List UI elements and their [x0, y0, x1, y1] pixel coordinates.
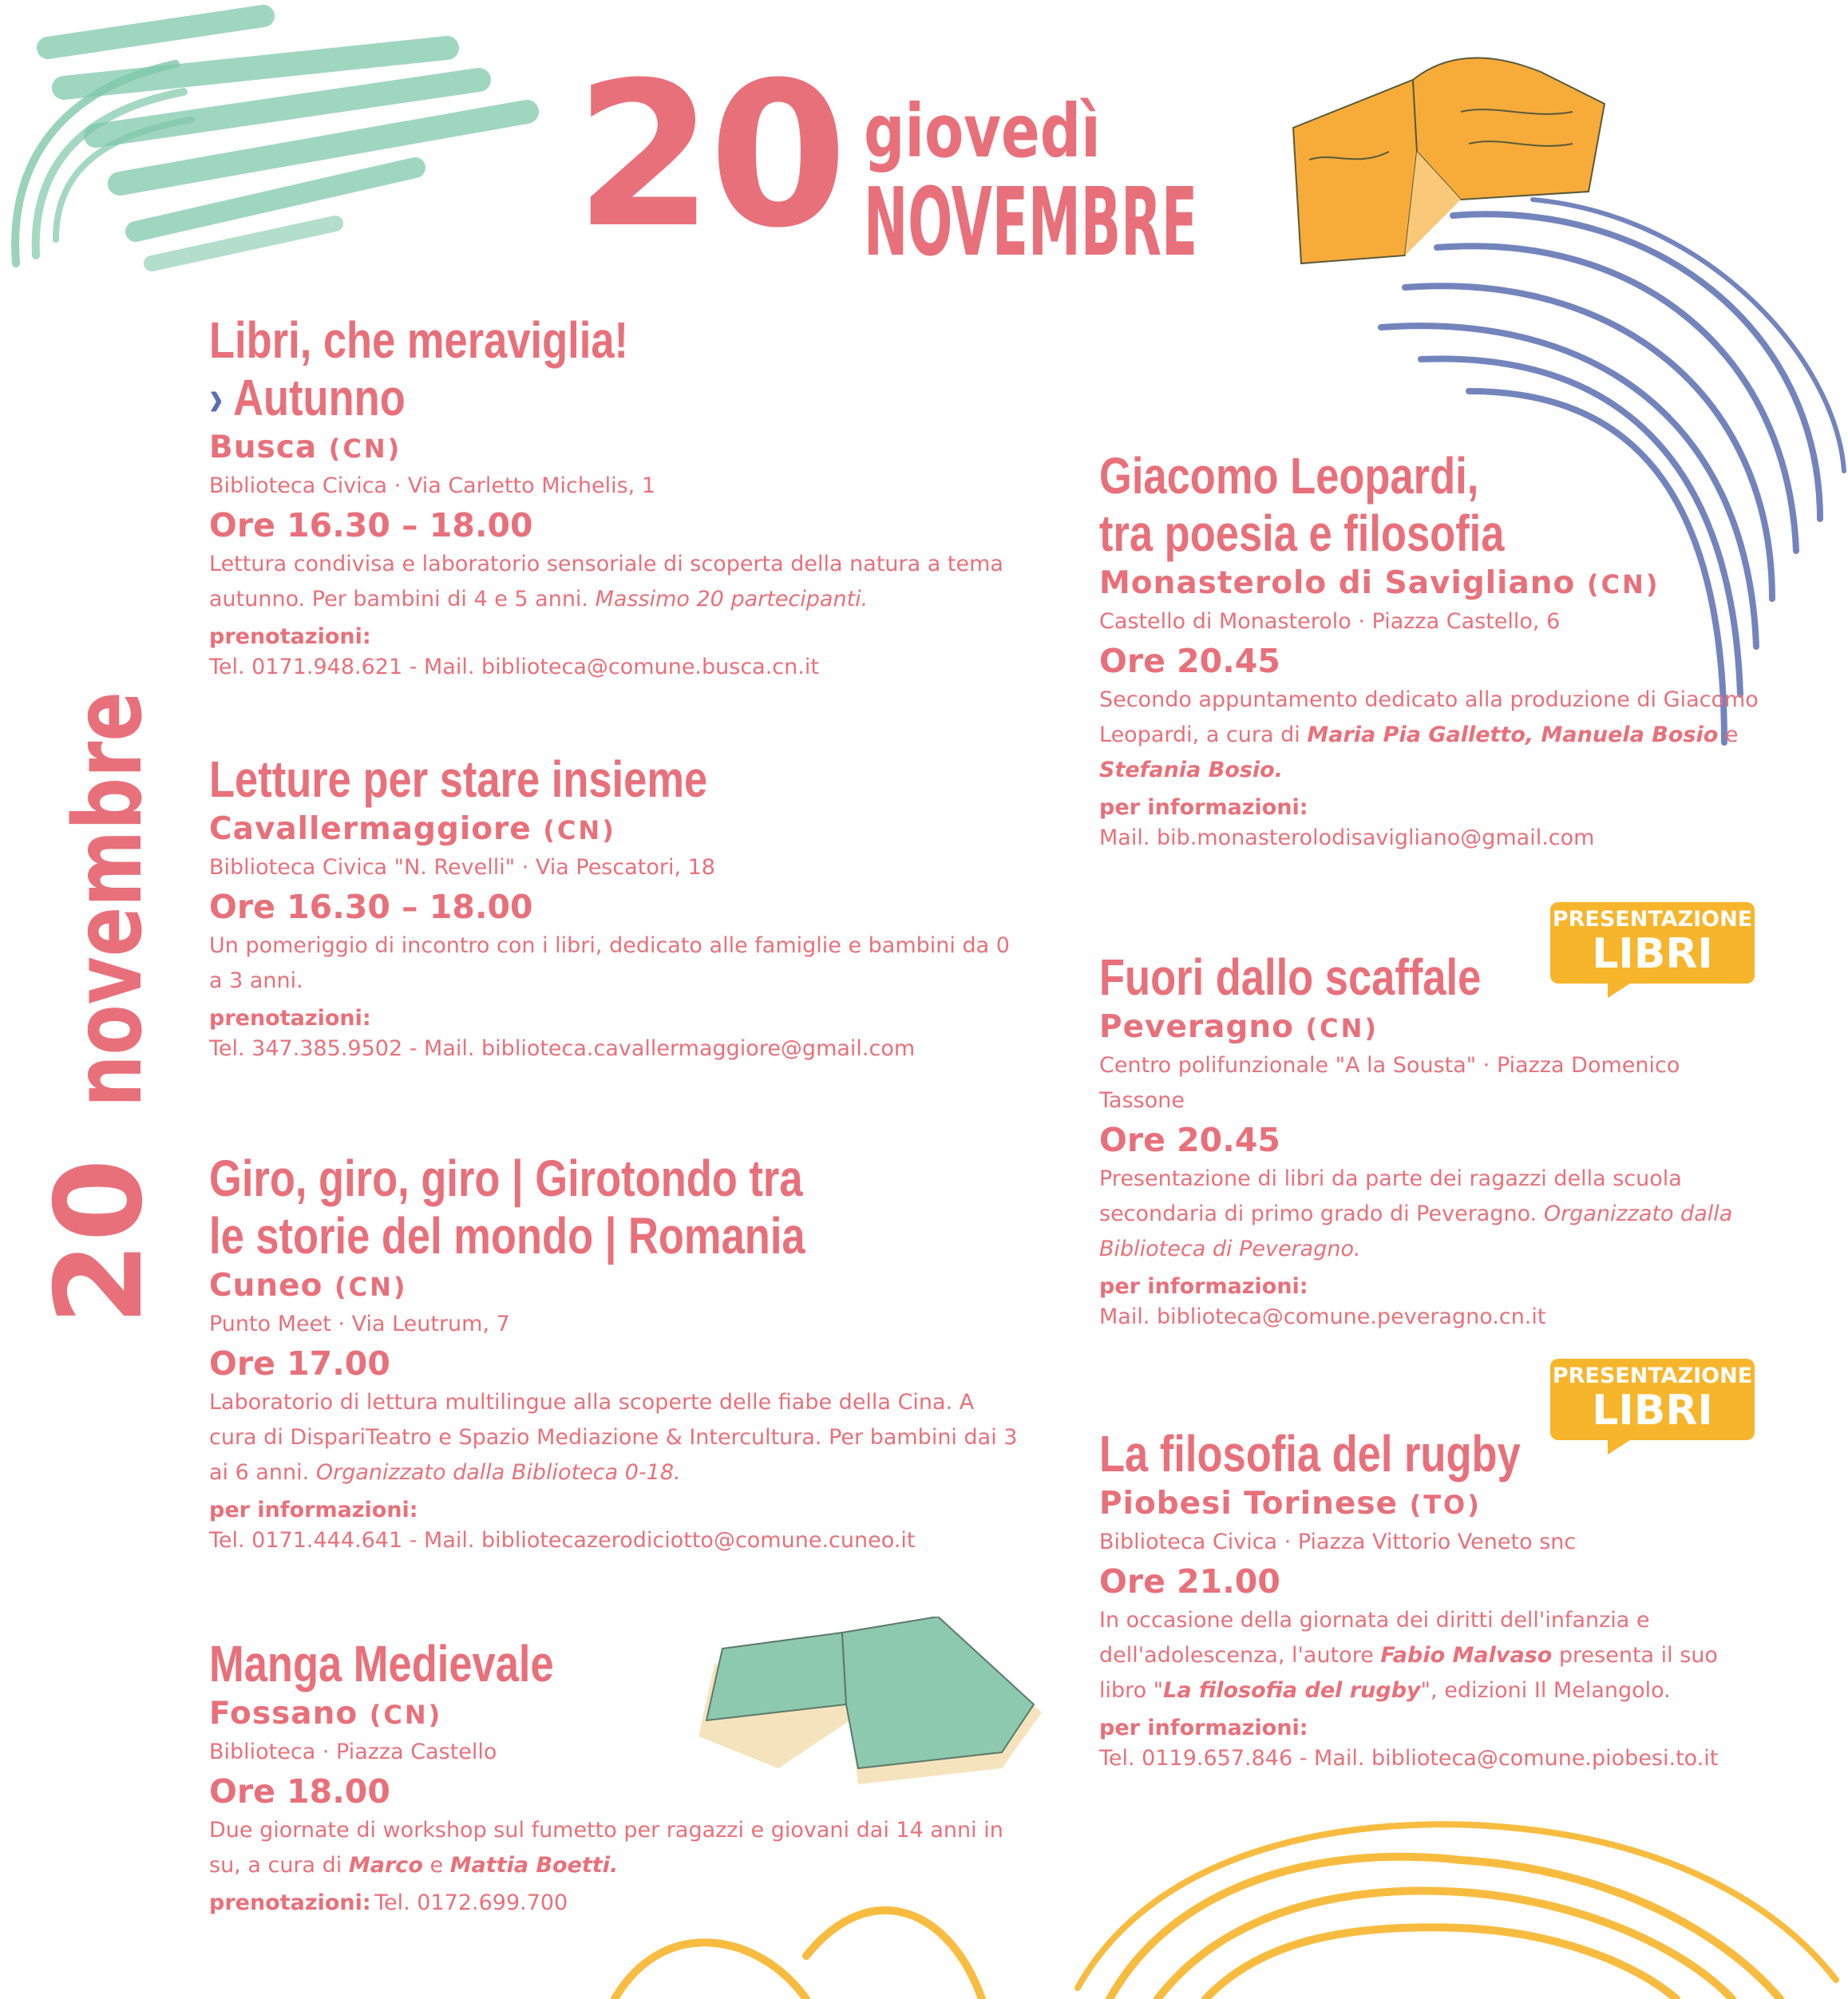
- event-description-text: In occasione della giornata dei diritti dell'infanzia e dell'adolescenza, l'autore: [1099, 1608, 1650, 1668]
- event-author-name: Stefania Bosio.: [1099, 758, 1283, 782]
- event-contact: Mail. bib.monasterolodisavigliano@gmail.com: [1099, 825, 1595, 850]
- event-description-text: e: [1724, 722, 1739, 747]
- event-description: [1099, 1162, 1762, 1267]
- event-town: [1099, 564, 1770, 604]
- event-venue: Biblioteca Civica · Piazza Vittorio Veneto snc: [1099, 1530, 1577, 1554]
- event-description-text: Lettura condivisa e laboratorio sensoriale di scoperta della natura a tema autunno. Per bambini di 4 e 5 anni.: [209, 552, 1003, 612]
- event-description-text: Presentazione di libri da parte dei ragazzi della scuola secondaria di primo grado di Peveragno.: [1099, 1166, 1682, 1226]
- event-venue-line-1: Centro polifunzionale "A la Sousta" · Piazza Domenico: [1099, 1053, 1680, 1078]
- event-description-note: Massimo 20 partecipanti.: [595, 587, 869, 612]
- badge-line-2: LIBRI: [1592, 930, 1713, 978]
- event-contact-label: per informazioni:: [209, 1498, 418, 1522]
- event-description-text: Due giornate di workshop sul fumetto per ragazzi e giovani dai 14 anni in su, a cura di: [209, 1818, 1003, 1878]
- event-province: (TO): [1409, 1490, 1482, 1520]
- event-card: [209, 750, 1023, 1064]
- event-description-text: Secondo appuntamento dedicato alla produzione di Giacomo Leopardi, a cura di: [1099, 687, 1759, 747]
- event-venue-line-2: Tassone: [1099, 1088, 1185, 1113]
- event-time: Ore 16.30 – 18.00: [209, 506, 533, 544]
- event-venue: Biblioteca Civica · Via Carletto Michelis, 1: [209, 473, 655, 498]
- header-weekday: giovedì: [864, 89, 1101, 174]
- event-author-name: Mattia Boetti.: [449, 1853, 619, 1878]
- event-contact-label: per informazioni:: [1099, 1716, 1308, 1740]
- event-province: (CN): [328, 433, 402, 464]
- event-card: [209, 1635, 1023, 1918]
- event-card: [209, 311, 1023, 683]
- event-author-name: Fabio Malvaso: [1380, 1643, 1553, 1668]
- event-town-name: Peveragno: [1099, 1009, 1294, 1045]
- green-brush-decoration: [0, 0, 575, 295]
- event-description: [1099, 683, 1762, 788]
- event-author-name: Marco: [348, 1853, 423, 1878]
- header-month: NOVEMBRE: [864, 167, 1198, 277]
- event-description-note: Organizzato dalla Biblioteca di Peveragno.: [1099, 1201, 1733, 1261]
- event-contact-label: prenotazioni:: [209, 1006, 371, 1031]
- event-title: Manga Medievale: [209, 1635, 554, 1692]
- event-time: Ore 20.45: [1099, 1121, 1280, 1159]
- event-town: [1099, 1484, 1770, 1525]
- side-date-number: 20: [30, 1158, 169, 1325]
- event-province: (CN): [334, 1272, 408, 1302]
- event-description-note: Organizzato dalla Biblioteca 0-18.: [315, 1460, 681, 1485]
- event-contact-label: prenotazioni:: [209, 624, 371, 649]
- event-title-line-2: le storie del mondo | Romania: [209, 1207, 805, 1265]
- event-venue: Biblioteca · Piazza Castello: [209, 1740, 497, 1764]
- event-title: Fuori dallo scaffale: [1099, 948, 1482, 1006]
- event-description: [209, 1813, 1031, 1883]
- side-date-label: [32, 671, 168, 1325]
- event-venue: Punto Meet · Via Leutrum, 7: [209, 1312, 510, 1336]
- event-town: [209, 809, 1023, 850]
- event-time: Ore 17.00: [209, 1344, 390, 1383]
- event-title: Letture per stare insieme: [209, 750, 708, 808]
- event-author-name: Maria Pia Galletto, Manuela Bosio: [1307, 722, 1719, 747]
- event-card: [1099, 948, 1770, 1332]
- event-title-line-1: Giro, giro, giro | Girotondo tra: [209, 1150, 803, 1207]
- event-contact-label: per informazioni:: [1099, 795, 1308, 820]
- event-contact: Tel. 0119.657.846 - Mail. biblioteca@comune.piobesi.to.it: [1099, 1746, 1719, 1771]
- event-title: La filosofia del rugby: [1099, 1425, 1521, 1482]
- event-subtitle: [209, 369, 877, 426]
- event-contact: Tel. 0171.948.621 - Mail. biblioteca@comune.busca.cn.it: [209, 655, 819, 679]
- event-description: [209, 547, 1023, 617]
- event-time: Ore 21.00: [1099, 1562, 1280, 1601]
- event-contact-label: prenotazioni:: [209, 1890, 371, 1915]
- badge-line-1: PRESENTAZIONE: [1552, 1364, 1753, 1388]
- event-description-text: ", edizioni Il Melangolo.: [1420, 1678, 1671, 1703]
- event-description-text: Laboratorio di lettura multilingue alla scoperte delle fiabe della Cina. A cura di DispariTeatro e Spazio Mediazione & Intercultura. Per bambini dai 3 ai 6 anni.: [209, 1390, 1018, 1485]
- chevron-right-icon: ›: [209, 369, 224, 426]
- event-town: [209, 1694, 1023, 1735]
- event-contact: Mail. biblioteca@comune.peveragno.cn.it: [1099, 1304, 1546, 1329]
- event-province: (CN): [1305, 1013, 1379, 1043]
- event-contact-label: per informazioni:: [1099, 1274, 1308, 1299]
- event-town: [209, 428, 1023, 469]
- event-contact: Tel. 0171.444.641 - Mail. bibliotecazerodiciotto@comune.cuneo.it: [209, 1528, 916, 1553]
- event-province: (CN): [543, 815, 616, 845]
- event-town-name: Piobesi Torinese: [1099, 1486, 1398, 1522]
- side-date-month: novembre: [53, 691, 163, 1107]
- event-contact: Tel. 347.385.9502 - Mail. biblioteca.cavallermaggiore@gmail.com: [209, 1036, 916, 1061]
- event-province: (CN): [1586, 569, 1660, 600]
- event-town-name: Cuneo: [209, 1268, 323, 1304]
- event-town: [209, 1266, 1023, 1307]
- event-subtitle-text: Autunno: [233, 369, 406, 426]
- event-description-text: presenta il suo libro ": [1099, 1643, 1718, 1703]
- event-title-line-2: tra poesia e filosofia: [1099, 505, 1505, 562]
- event-contact: Tel. 0172.699.700: [374, 1890, 568, 1915]
- event-time: Ore 18.00: [209, 1772, 390, 1811]
- event-card: [1099, 1425, 1770, 1774]
- event-description: Un pomeriggio di incontro con i libri, dedicato alle famiglie e bambini da 0 a 3 anni.: [209, 933, 1010, 993]
- event-province: (CN): [369, 1700, 443, 1730]
- event-time: Ore 16.30 – 18.00: [209, 888, 533, 926]
- event-description: [1099, 1603, 1762, 1708]
- event-time: Ore 20.45: [1099, 642, 1280, 680]
- event-town-name: Fossano: [209, 1696, 358, 1732]
- event-title-line-1: Giacomo Leopardi,: [1099, 447, 1479, 505]
- event-town-name: Monasterolo di Savigliano: [1099, 565, 1576, 601]
- event-description-text: e: [429, 1853, 444, 1878]
- badge-line-1: PRESENTAZIONE: [1552, 907, 1753, 932]
- event-town-name: Busca: [209, 429, 318, 465]
- event-title: Libri, che meraviglia!: [209, 311, 628, 369]
- event-venue: Castello di Monasterolo · Piazza Castello, 6: [1099, 609, 1561, 634]
- header-day-number: 20: [575, 39, 843, 271]
- event-description: [209, 1385, 1023, 1490]
- event-contact-row: [209, 1888, 1023, 1918]
- badge-line-2: LIBRI: [1592, 1387, 1713, 1435]
- event-card: [209, 1150, 1023, 1556]
- event-town: [1099, 1007, 1770, 1048]
- event-card: [1099, 447, 1770, 853]
- event-town-name: Cavallermaggiore: [209, 811, 532, 847]
- event-book-title: La filosofia del rugby: [1163, 1678, 1421, 1703]
- event-venue: Biblioteca Civica "N. Revelli" · Via Pescatori, 18: [209, 855, 715, 880]
